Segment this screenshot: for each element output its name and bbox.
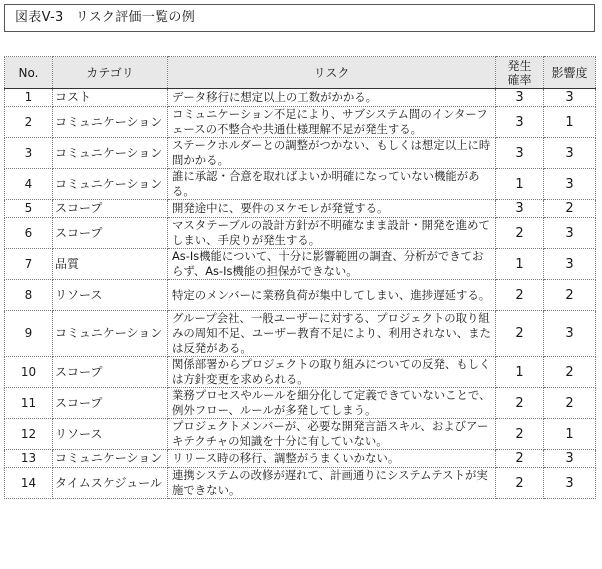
row-impact: 3 bbox=[544, 218, 596, 249]
row-category: コミュニケーション bbox=[53, 169, 168, 200]
row-risk: 連携システムの改修が遅れて、計画通りにシステムテストが実施できない。 bbox=[168, 468, 496, 499]
row-risk: 関係部署からプロジェクトの取り組みについての反発、もしくは方針変更を求められる。 bbox=[168, 357, 496, 388]
row-category: スコープ bbox=[53, 388, 168, 419]
row-impact: 2 bbox=[544, 280, 596, 311]
table-row bbox=[5, 107, 596, 138]
table-row bbox=[5, 357, 596, 388]
row-probability: 2 bbox=[496, 468, 544, 499]
row-probability: 2 bbox=[496, 218, 544, 249]
row-probability: 1 bbox=[496, 357, 544, 388]
row-probability: 1 bbox=[496, 249, 544, 280]
row-no: 11 bbox=[5, 388, 53, 419]
row-category: リソース bbox=[53, 419, 168, 450]
header-probability-line1: 発生 bbox=[507, 58, 532, 73]
row-probability: 2 bbox=[496, 419, 544, 450]
row-risk: リリース時の移行、調整がうまくいかない。 bbox=[168, 450, 496, 468]
table-row bbox=[5, 169, 596, 200]
table-row bbox=[5, 218, 596, 249]
row-impact: 3 bbox=[544, 138, 596, 169]
row-probability: 3 bbox=[496, 107, 544, 138]
row-risk: コミュニケーション不足により、サブシステム間のインターフェースの不整合や共通仕様理解不足が発生する。 bbox=[168, 107, 496, 138]
row-category: コミュニケーション bbox=[53, 311, 168, 357]
row-category: スコープ bbox=[53, 357, 168, 388]
figure-title: リスク評価一覧の例 bbox=[75, 10, 196, 25]
row-impact: 2 bbox=[544, 357, 596, 388]
table-row bbox=[5, 388, 596, 419]
header-category: カテゴリ bbox=[53, 57, 168, 89]
row-category: コミュニケーション bbox=[53, 138, 168, 169]
row-risk: 開発途中に、要件のヌケモレが発覚する。 bbox=[168, 200, 496, 218]
row-no: 9 bbox=[5, 311, 53, 357]
row-risk: 誰に承認・合意を取ればよいか明確になっていない機能がある。 bbox=[168, 169, 496, 200]
row-no: 14 bbox=[5, 468, 53, 499]
row-probability: 2 bbox=[496, 311, 544, 357]
table-row bbox=[5, 200, 596, 218]
row-no: 12 bbox=[5, 419, 53, 450]
row-no: 1 bbox=[5, 89, 53, 107]
header-no: No. bbox=[5, 57, 53, 89]
row-risk: ステークホルダーとの調整がつかない、もしくは想定以上に時間かかる。 bbox=[168, 138, 496, 169]
table-row bbox=[5, 138, 596, 169]
row-category: タイムスケジュール bbox=[53, 468, 168, 499]
row-risk: データ移行に想定以上の工数がかかる。 bbox=[168, 89, 496, 107]
row-impact: 3 bbox=[544, 89, 596, 107]
table-header-row bbox=[5, 57, 596, 89]
row-impact: 1 bbox=[544, 107, 596, 138]
row-category: コミュニケーション bbox=[53, 450, 168, 468]
row-impact: 2 bbox=[544, 200, 596, 218]
row-risk: グループ会社、一般ユーザーに対する、プロジェクトの取り組みの周知不足、ユーザー教育不足により、利用されない、または反発がある。 bbox=[168, 311, 496, 357]
row-impact: 3 bbox=[544, 311, 596, 357]
row-no: 5 bbox=[5, 200, 53, 218]
row-impact: 3 bbox=[544, 450, 596, 468]
row-category: リソース bbox=[53, 280, 168, 311]
row-risk: 特定のメンバーに業務負荷が集中してしまい、進捗遅延する。 bbox=[168, 280, 496, 311]
row-no: 13 bbox=[5, 450, 53, 468]
figure-caption bbox=[4, 4, 595, 32]
row-impact: 1 bbox=[544, 419, 596, 450]
row-no: 6 bbox=[5, 218, 53, 249]
row-impact: 3 bbox=[544, 249, 596, 280]
row-probability: 3 bbox=[496, 138, 544, 169]
header-risk: リスク bbox=[168, 57, 496, 89]
row-no: 10 bbox=[5, 357, 53, 388]
row-probability: 3 bbox=[496, 200, 544, 218]
header-probability-line2: 確率 bbox=[507, 72, 532, 87]
header-impact: 影響度 bbox=[544, 57, 596, 89]
row-probability: 3 bbox=[496, 89, 544, 107]
figure-number: 図表V-3 bbox=[15, 10, 64, 25]
row-no: 8 bbox=[5, 280, 53, 311]
row-category: スコープ bbox=[53, 218, 168, 249]
row-category: コスト bbox=[53, 89, 168, 107]
row-risk: 業務プロセスやルールを細分化して定義できていないことで、例外フロー、ルールが多発してしまう。 bbox=[168, 388, 496, 419]
row-no: 2 bbox=[5, 107, 53, 138]
row-risk: マスタテーブルの設計方針が不明確なまま設計・開発を進めてしまい、手戻りが発生する。 bbox=[168, 218, 496, 249]
row-category: 品質 bbox=[53, 249, 168, 280]
row-probability: 2 bbox=[496, 450, 544, 468]
row-no: 4 bbox=[5, 169, 53, 200]
row-no: 3 bbox=[5, 138, 53, 169]
row-risk: As-Is機能について、十分に影響範囲の調査、分析ができておらず、As-Is機能の担保ができない。 bbox=[168, 249, 496, 280]
risk-assessment-table bbox=[4, 56, 596, 499]
table-row bbox=[5, 249, 596, 280]
table-row bbox=[5, 419, 596, 450]
row-impact: 3 bbox=[544, 169, 596, 200]
row-impact: 2 bbox=[544, 388, 596, 419]
table-row bbox=[5, 280, 596, 311]
header-probability bbox=[496, 57, 544, 89]
row-category: コミュニケーション bbox=[53, 107, 168, 138]
table-row bbox=[5, 89, 596, 107]
row-impact: 3 bbox=[544, 468, 596, 499]
table-row bbox=[5, 450, 596, 468]
row-probability: 2 bbox=[496, 280, 544, 311]
row-no: 7 bbox=[5, 249, 53, 280]
table-row bbox=[5, 468, 596, 499]
row-probability: 1 bbox=[496, 169, 544, 200]
table-row bbox=[5, 311, 596, 357]
row-probability: 2 bbox=[496, 388, 544, 419]
row-category: スコープ bbox=[53, 200, 168, 218]
row-risk: プロジェクトメンバーが、必要な開発言語スキル、およびアーキテクチャの知識を十分に有していない。 bbox=[168, 419, 496, 450]
